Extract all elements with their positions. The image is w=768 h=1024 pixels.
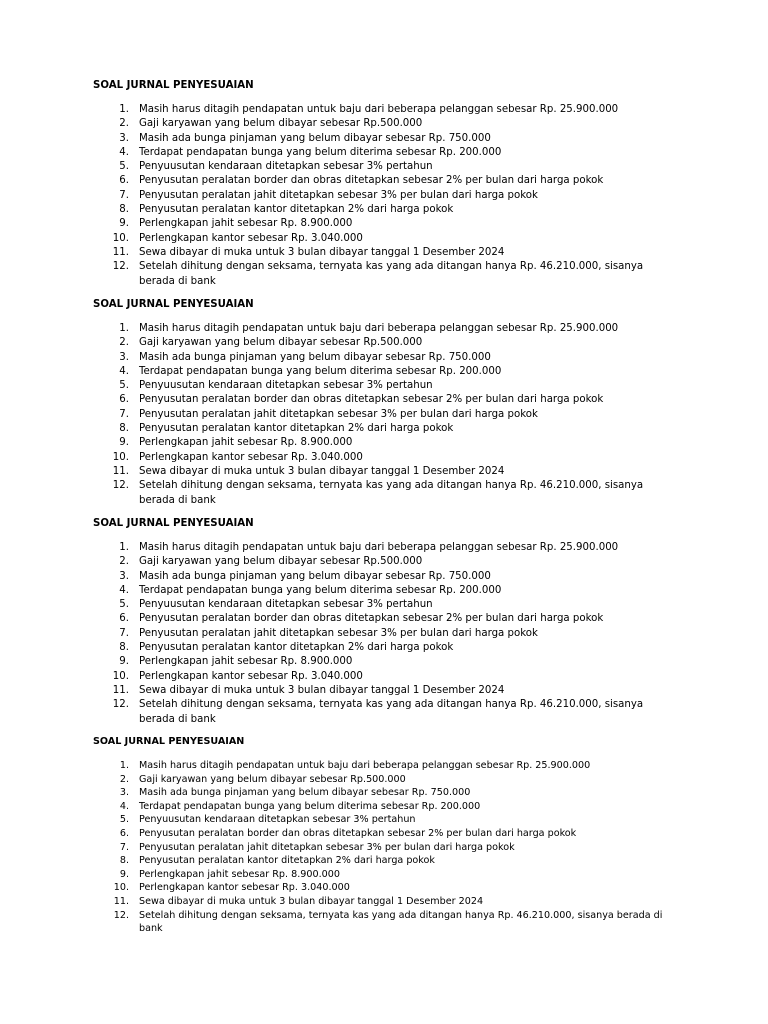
item-text: Penyuusutan kendaraan ditetapkan sebesar 3% pertahun [139,161,433,173]
list-item [93,670,693,684]
item-text: Gaji karyawan yang belum dibayar sebesar Rp.500.000 [139,337,423,349]
list-item [93,868,693,882]
item-text: Gaji karyawan yang belum dibayar sebesar Rp.500.000 [139,773,406,785]
item-number: 3. [119,787,129,799]
item-number: 6. [119,175,129,187]
item-list [93,541,693,727]
list-item [93,827,693,841]
item-text: Penyusutan peralatan jahit ditetapkan sebesar 3% per bulan dari harga pokok [139,841,515,853]
list-item [93,759,693,773]
list-item [93,698,693,727]
item-list [93,759,693,936]
item-list [93,322,693,508]
list-item [93,393,693,407]
item-text: Perlengkapan kantor sebesar Rp. 3.040.000 [139,670,363,682]
list-item [93,322,693,336]
item-text: Sewa dibayar di muka untuk 3 bulan dibayar tanggal 1 Desember 2024 [139,246,505,258]
list-item [93,773,693,787]
item-number: 1. [119,323,129,334]
list-item [93,189,693,203]
item-number: 4. [119,800,129,812]
item-number: 6. [119,827,129,839]
list-item [93,103,693,117]
item-number: 4. [119,146,129,158]
list-item [93,598,693,612]
list-item [93,203,693,217]
item-number: 9. [119,437,129,449]
item-number: 1. [119,760,129,771]
list-item [93,365,693,379]
item-text: Masih ada bunga pinjaman yang belum dibayar sebesar Rp. 750.000 [139,570,491,582]
item-text: Masih ada bunga pinjaman yang belum dibayar sebesar Rp. 750.000 [139,132,491,144]
item-text: Setelah dihitung dengan seksama, ternyata kas yang ada ditangan hanya Rp. 46.210.000, sisanya berada di bank [139,261,644,287]
item-number: 2. [119,337,129,349]
item-number: 12. [112,699,129,711]
item-number: 7. [119,408,129,420]
item-number: 6. [119,613,129,625]
list-item [93,584,693,598]
item-number: 11. [112,684,129,696]
item-number: 3. [119,351,129,363]
item-text: Sewa dibayar di muka untuk 3 bulan dibayar tanggal 1 Desember 2024 [139,895,484,907]
item-text: Perlengkapan jahit sebesar Rp. 8.900.000 [139,218,353,230]
list-item [93,465,693,479]
list-item [93,232,693,246]
item-text: Penyuusutan kendaraan ditetapkan sebesar 3% pertahun [139,599,433,611]
item-text: Perlengkapan kantor sebesar Rp. 3.040.000 [139,232,363,244]
list-item [93,408,693,422]
item-text: Setelah dihitung dengan seksama, ternyata kas yang ada ditangan hanya Rp. 46.210.000, sisanya berada di bank [139,909,663,935]
item-text: Penyusutan peralatan jahit ditetapkan sebesar 3% per bulan dari harga pokok [139,408,538,420]
item-number: 5. [119,814,129,826]
list-item [93,555,693,569]
item-number: 8. [119,855,129,867]
item-text: Terdapat pendapatan bunga yang belum diterima sebesar Rp. 200.000 [139,146,502,158]
item-text: Perlengkapan kantor sebesar Rp. 3.040.000 [139,882,350,894]
list-item [93,117,693,131]
section-title: SOAL JURNAL PENYESUAIAN [93,518,254,529]
list-item [93,351,693,365]
item-text: Gaji karyawan yang belum dibayar sebesar Rp.500.000 [139,118,423,130]
item-text: Setelah dihitung dengan seksama, ternyata kas yang ada ditangan hanya Rp. 46.210.000, sisanya berada di bank [139,699,644,725]
section-1 [93,79,693,289]
item-text: Terdapat pendapatan bunga yang belum diterima sebesar Rp. 200.000 [139,365,502,377]
item-text: Penyusutan peralatan border dan obras ditetapkan sebesar 2% per bulan dari harga pokok [139,613,604,625]
list-item [93,336,693,350]
item-text: Perlengkapan jahit sebesar Rp. 8.900.000 [139,437,353,449]
item-text: Sewa dibayar di muka untuk 3 bulan dibayar tanggal 1 Desember 2024 [139,465,505,477]
item-text: Penyusutan peralatan kantor ditetapkan 2% dari harga pokok [139,423,454,435]
item-number: 2. [119,118,129,130]
item-text: Masih ada bunga pinjaman yang belum dibayar sebesar Rp. 750.000 [139,351,491,363]
list-item [93,217,693,231]
item-number: 12. [112,480,129,492]
item-text: Terdapat pendapatan bunga yang belum diterima sebesar Rp. 200.000 [139,800,481,812]
item-number: 2. [119,773,129,785]
item-text: Penyusutan peralatan border dan obras ditetapkan sebesar 2% per bulan dari harga pokok [139,827,577,839]
item-number: 5. [119,380,129,392]
item-number: 9. [119,868,129,880]
item-number: 5. [119,161,129,173]
item-number: 4. [119,365,129,377]
item-text: Masih harus ditagih pendapatan untuk baju dari beberapa pelanggan sebesar Rp. 25.900.000 [139,323,619,334]
item-number: 8. [119,423,129,435]
item-text: Masih harus ditagih pendapatan untuk baju dari beberapa pelanggan sebesar Rp. 25.900.000 [139,760,591,771]
list-item [93,655,693,669]
list-item [93,881,693,895]
item-text: Masih harus ditagih pendapatan untuk baju dari beberapa pelanggan sebesar Rp. 25.900.000 [139,104,619,115]
item-text: Penyuusutan kendaraan ditetapkan sebesar 3% pertahun [139,380,433,392]
item-number: 11. [112,465,129,477]
item-text: Penyusutan peralatan border dan obras ditetapkan sebesar 2% per bulan dari harga pokok [139,175,604,187]
item-number: 11. [113,895,129,907]
list-item [93,132,693,146]
item-number: 1. [119,542,129,553]
item-number: 3. [119,570,129,582]
list-item [93,854,693,868]
list-item [93,800,693,814]
item-text: Masih harus ditagih pendapatan untuk baju dari beberapa pelanggan sebesar Rp. 25.900.000 [139,542,619,553]
list-item [93,436,693,450]
item-text: Penyusutan peralatan jahit ditetapkan sebesar 3% per bulan dari harga pokok [139,627,538,639]
list-item [93,146,693,160]
list-item [93,379,693,393]
item-text: Penyusutan peralatan kantor ditetapkan 2% dari harga pokok [139,204,454,216]
list-item [93,570,693,584]
item-number: 10. [112,670,129,682]
item-number: 10. [112,451,129,463]
section-4 [93,735,693,936]
item-number: 10. [112,232,129,244]
item-number: 7. [119,189,129,201]
item-number: 8. [119,642,129,654]
item-text: Gaji karyawan yang belum dibayar sebesar Rp.500.000 [139,556,423,568]
item-text: Setelah dihitung dengan seksama, ternyata kas yang ada ditangan hanya Rp. 46.210.000, sisanya berada di bank [139,480,644,506]
list-item [93,841,693,855]
item-number: 6. [119,394,129,406]
item-number: 7. [119,841,129,853]
section-title: SOAL JURNAL PENYESUAIAN [93,736,245,747]
list-item [93,627,693,641]
item-number: 9. [119,218,129,230]
section-title: SOAL JURNAL PENYESUAIAN [93,299,254,310]
list-item [93,909,693,936]
item-number: 10. [113,882,129,894]
list-item [93,260,693,289]
item-text: Perlengkapan jahit sebesar Rp. 8.900.000 [139,868,340,880]
item-number: 8. [119,204,129,216]
item-text: Penyusutan peralatan kantor ditetapkan 2% dari harga pokok [139,642,454,654]
list-item [93,786,693,800]
list-item [93,813,693,827]
item-text: Perlengkapan jahit sebesar Rp. 8.900.000 [139,656,353,668]
item-number: 7. [119,627,129,639]
section-3 [93,517,693,727]
item-text: Perlengkapan kantor sebesar Rp. 3.040.000 [139,451,363,463]
list-item [93,684,693,698]
item-number: 3. [119,132,129,144]
item-text: Penyusutan peralatan border dan obras ditetapkan sebesar 2% per bulan dari harga pokok [139,394,604,406]
item-number: 12. [112,261,129,273]
list-item [93,895,693,909]
list-item [93,451,693,465]
list-item [93,422,693,436]
item-number: 1. [119,104,129,115]
item-text: Penyuusutan kendaraan ditetapkan sebesar 3% pertahun [139,814,416,826]
item-text: Masih ada bunga pinjaman yang belum dibayar sebesar Rp. 750.000 [139,787,471,799]
item-text: Terdapat pendapatan bunga yang belum diterima sebesar Rp. 200.000 [139,584,502,596]
item-number: 9. [119,656,129,668]
item-text: Penyusutan peralatan jahit ditetapkan sebesar 3% per bulan dari harga pokok [139,189,538,201]
item-number: 12. [113,909,129,921]
item-number: 4. [119,584,129,596]
section-title: SOAL JURNAL PENYESUAIAN [93,80,254,91]
item-list [93,103,693,289]
list-item [93,541,693,555]
list-item [93,246,693,260]
item-text: Penyusutan peralatan kantor ditetapkan 2% dari harga pokok [139,855,435,867]
list-item [93,479,693,508]
item-number: 5. [119,599,129,611]
item-number: 2. [119,556,129,568]
list-item [93,174,693,188]
section-2 [93,298,693,508]
list-item [93,612,693,626]
item-text: Sewa dibayar di muka untuk 3 bulan dibayar tanggal 1 Desember 2024 [139,684,505,696]
item-number: 11. [112,246,129,258]
list-item [93,160,693,174]
list-item [93,641,693,655]
